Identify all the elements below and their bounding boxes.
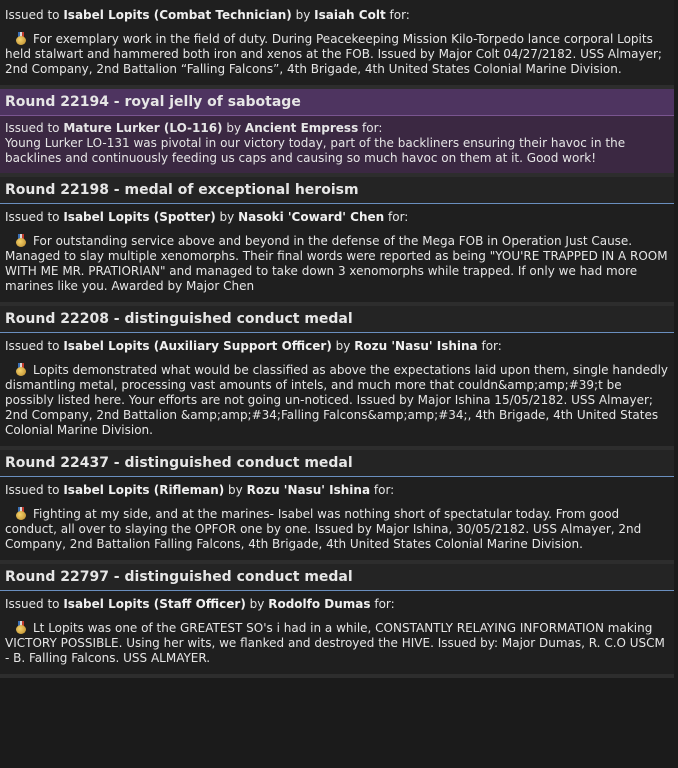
medal-entry (0, 306, 674, 450)
medal-entry (0, 89, 674, 177)
recipient-name: Isabel Lopits (Rifleman) (63, 483, 225, 497)
medal-icon (15, 234, 27, 247)
issuer-name: Nasoki 'Coward' Chen (238, 210, 385, 224)
issued-prefix: Issued to (5, 483, 60, 497)
recipient-name: Isabel Lopits (Staff Officer) (63, 597, 246, 611)
issued-line (5, 121, 669, 136)
issued-line (5, 210, 669, 225)
round-title: Round 22198 - medal of exceptional heroism (0, 177, 674, 204)
issued-prefix: Issued to (5, 8, 60, 22)
issued-line (5, 483, 669, 498)
medal-description-block (5, 363, 669, 438)
round-title: Round 22208 - distinguished conduct medal (0, 306, 674, 333)
issued-prefix: Issued to (5, 210, 60, 224)
medal-description-block (5, 621, 669, 666)
medal-icon (15, 32, 27, 45)
medal-icon (15, 363, 27, 376)
issuer-name: Isaiah Colt (314, 8, 386, 22)
by-word: by (249, 597, 265, 611)
by-word: by (228, 483, 243, 497)
medal-entry (0, 177, 674, 306)
medal-description: Lopits demonstrated what would be classified as above the expectations laid upon them, single handedly dismantling metal, processing vast amounts of intels, and much more that couldn&amp;amp;#39;t be possibly listed here. Your efforts are not going un-noticed. Issued by Major Ishina 15/05/2182. USS Almayer; 2nd Company, 2nd Battalion &amp;amp;#34;Falling Falcons&amp;amp;#34;, 4th Brigade, 4th United States Colonial Marine Division. (5, 363, 668, 437)
medal-description-block (5, 234, 669, 294)
by-word: by (226, 121, 242, 135)
medal-entry (0, 450, 674, 564)
for-word: for: (481, 339, 502, 353)
round-title: Round 22194 - royal jelly of sabotage (0, 89, 674, 116)
medal-description: For outstanding service above and beyond in the defense of the Mega FOB in Operation Just Cause. Managed to slay multiple xenomorphs. Their final words were reported as being "YOU'RE TRAPPED IN A ROOM WITH ME MR. PRATIORIAN" and managed to take down 3 xenomorphs while trapped. If only we had more marines like you. Awarded by Major Chen (5, 234, 668, 293)
medal-body (0, 0, 674, 85)
issued-line (5, 597, 669, 612)
for-word: for: (374, 597, 395, 611)
medal-body (0, 591, 674, 674)
medal-icon (15, 621, 27, 634)
medal-body (0, 116, 674, 173)
medal-description: Lt Lopits was one of the GREATEST SO's i had in a while, CONSTANTLY RELAYING INFORMATION making VICTORY POSSIBLE. Using her wits, we flanked and destroyed the HIVE. Issued by: Major Dumas, R. C.O USCM - B. Falling Falcons. USS ALMAYER. (5, 621, 665, 665)
recipient-name: Isabel Lopits (Combat Technician) (63, 8, 292, 22)
medal-description-block (5, 32, 669, 77)
by-word: by (335, 339, 351, 353)
recipient-name: Mature Lurker (LO-116) (63, 121, 223, 135)
medal-body (0, 333, 674, 446)
issuer-name: Rodolfo Dumas (268, 597, 371, 611)
for-word: for: (362, 121, 383, 135)
issuer-name: Ancient Empress (244, 121, 359, 135)
issuer-name: Rozu 'Nasu' Ishina (246, 483, 371, 497)
recipient-name: Isabel Lopits (Auxiliary Support Officer) (63, 339, 332, 353)
medal-icon (15, 507, 27, 520)
issued-prefix: Issued to (5, 121, 60, 135)
medal-description-block (5, 507, 669, 552)
issued-prefix: Issued to (5, 597, 60, 611)
issued-line (5, 8, 669, 23)
recipient-name: Isabel Lopits (Spotter) (63, 210, 216, 224)
round-title: Round 22797 - distinguished conduct medal (0, 564, 674, 591)
medal-entry (0, 0, 674, 89)
for-word: for: (388, 210, 409, 224)
by-word: by (295, 8, 311, 22)
for-word: for: (389, 8, 410, 22)
issued-prefix: Issued to (5, 339, 60, 353)
medal-description: Fighting at my side, and at the marines- Isabel was nothing short of spectatular today. From good conduct, all over to slaying the OPFOR one by one. Issued by Major Ishina, 30/05/2182. USS Almayer, 2nd Company, 2nd Battalion Falling Falcons, 4th Brigade, 4th United States Colonial Marine Division. (5, 507, 642, 551)
issued-line (5, 339, 669, 354)
medal-description: For exemplary work in the field of duty. During Peacekeeping Mission Kilo-Torpedo lance corporal Lopits held stalwart and hammered both iron and xenos at the FOB. Issued by Major Colt 04/27/2182. USS Almayer; 2nd Company, 2nd Battalion “Falling Falcons”, 4th Brigade, 4th United States Colonial Marine Division. (5, 32, 662, 76)
medal-entry (0, 564, 674, 678)
medal-body (0, 204, 674, 302)
round-title: Round 22437 - distinguished conduct medal (0, 450, 674, 477)
by-word: by (219, 210, 235, 224)
medal-body (0, 477, 674, 560)
medal-description: Young Lurker LO-131 was pivotal in our victory today, part of the backliners ensuring their havoc in the backlines and continuously feeding us caps and causing so much havoc on them at it. Good work! (5, 136, 626, 165)
issuer-name: Rozu 'Nasu' Ishina (354, 339, 478, 353)
for-word: for: (373, 483, 395, 497)
